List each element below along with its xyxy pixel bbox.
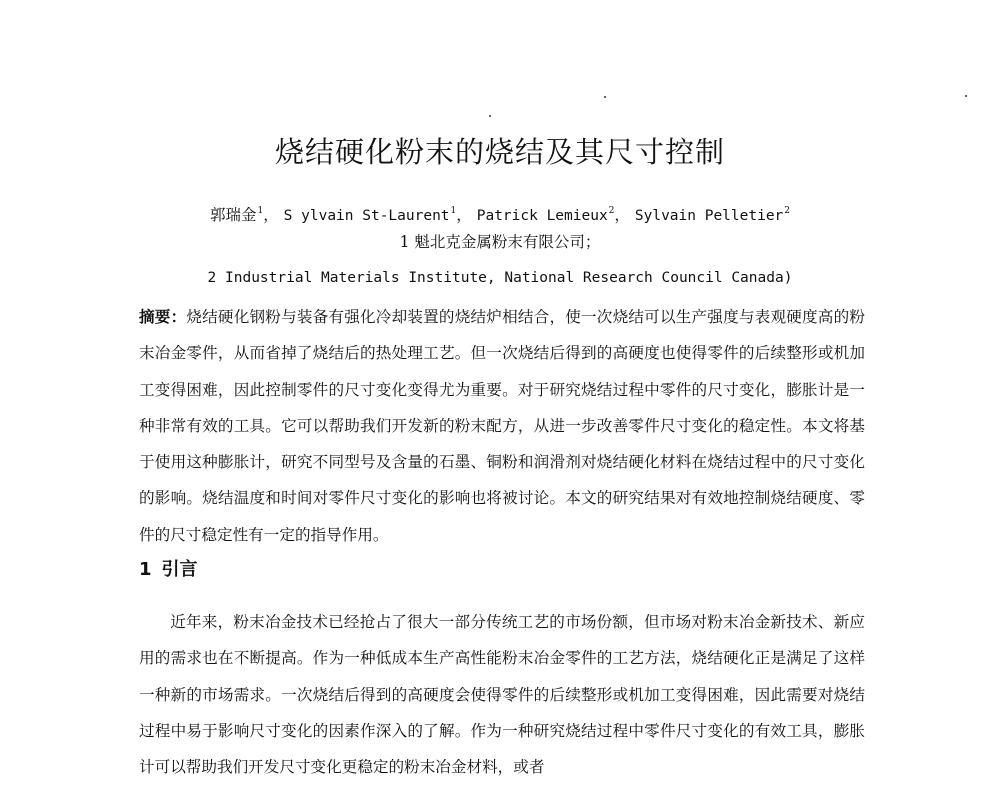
author-name: 郭瑞金 — [209, 206, 257, 224]
author-affil-mark: 2 — [784, 206, 791, 216]
section-heading — [139, 556, 198, 584]
paper-title: 烧结硬化粉末的烧结及其尺寸控制 — [274, 135, 725, 169]
abstract-text: 烧结硬化钢粉与装备有强化冷却装置的烧结炉相结合，使一次烧结可以生产强度与表观硬度高的粉末冶金零件，从而省掉了烧结后的热处理工艺。但一次烧结后得到的高硬度也使得零件的后续整形或机加工变得困难，因此控制零件的尺寸变化变得尤为重要。对于研究烧结过程中零件的尺寸变化，膨胀计是一种非常有效的工具。它可以帮助我们开发新的粉末配方，从进一步改善零件尺寸变化的稳定性。本文将基于使用这种膨胀计，研究不同型号及含量的石墨、铜粉和润滑剂对烧结硬化材料在烧结过程中的尺寸变化的影响。烧结温度和时间对零件尺寸变化的影响也将被讨论。本文的研究结果对有效地控制烧结硬度、零件的尺寸稳定性有一定的指导作用。 — [139, 308, 865, 544]
author-affil-mark: 1 — [257, 206, 264, 216]
scan-speck — [965, 95, 967, 97]
scan-speck — [489, 115, 491, 117]
author-name: Patrick Lemieux — [476, 208, 608, 224]
affiliation-1: 1 魁北克金属粉末有限公司； — [399, 233, 601, 251]
author-name: S ylvain St-Laurent — [283, 208, 450, 224]
abstract — [139, 299, 865, 553]
author-line — [0, 199, 1000, 228]
section-number: 1 — [139, 559, 152, 580]
author-affil-mark: 1 — [450, 206, 457, 216]
author-name: Sylvain Pelletier — [634, 208, 784, 224]
abstract-label: 摘要： — [139, 308, 187, 326]
section-title: 引言 — [161, 559, 198, 580]
body-paragraph: 近年来，粉末冶金技术已经抢占了很大一部分传统工艺的市场份额，但市场对粉末冶金新技术、新应用的需求也在不断提高。作为一种低成本生产高性能粉末冶金零件的工艺方法，烧结硬化正是满足了这样一种新的市场需求。一次烧结后得到的高硬度会使得零件的后续整形或机加工变得困难，因此需要对烧结过程中易于影响尺寸变化的因素作深入的了解。作为一种研究烧结过程中零件尺寸变化的有效工具，膨胀计可以帮助我们开发尺寸变化更稳定的粉末冶金材料，或者 — [139, 613, 865, 777]
author-affil-mark: 2 — [608, 206, 615, 216]
author-separator: ， — [263, 206, 279, 224]
affiliation-2: 2 Industrial Materials Institute, National Research Council Canada) — [207, 270, 793, 286]
author-separator: ， — [614, 206, 630, 224]
author-separator: ， — [456, 206, 472, 224]
scan-speck — [604, 96, 606, 98]
